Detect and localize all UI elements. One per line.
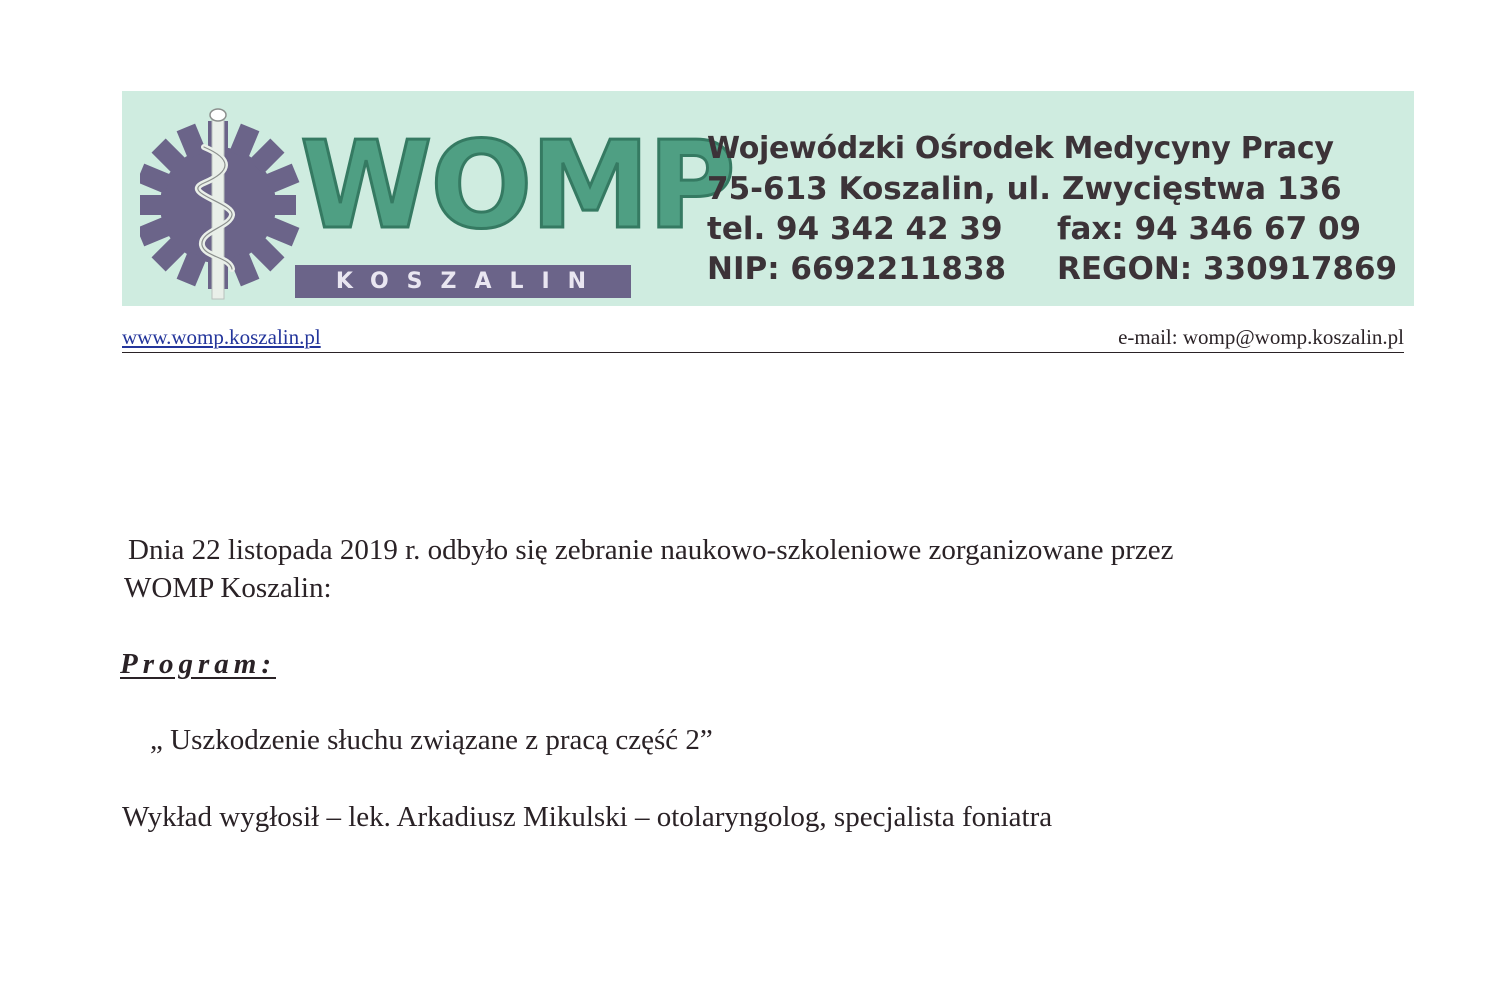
gear-staff-icon: [140, 107, 300, 302]
org-fax: fax: 94 346 67 09: [1057, 211, 1362, 247]
email-address: e-mail: womp@womp.koszalin.pl: [1118, 325, 1404, 349]
org-name: Wojewódzki Ośrodek Medycyny Pracy: [707, 131, 1334, 166]
org-phone-fax-row: [707, 209, 1407, 249]
logo-city-label: KOSZALIN: [335, 269, 605, 294]
lecture-title: „ Uszkodzenie słuchu związane z pracą część 2”: [150, 724, 713, 756]
org-nip: NIP: 6692211838: [707, 251, 1007, 287]
letterhead: [122, 91, 1414, 306]
womp-logo: [140, 107, 734, 302]
organization-info: [707, 129, 1407, 289]
website-link[interactable]: www.womp.koszalin.pl: [122, 325, 321, 349]
intro-line-2: WOMP Koszalin:: [124, 572, 332, 604]
logo-city-bar: [295, 265, 631, 298]
contact-row: [122, 322, 1404, 353]
org-address: 75-613 Koszalin, ul. Zwycięstwa 136: [707, 171, 1342, 207]
intro-line-1: Dnia 22 listopada 2019 r. odbyło się zebranie naukowo-szkoleniowe zorganizowane przez: [128, 534, 1174, 566]
speaker-line: Wykład wygłosił – lek. Arkadiusz Mikulski – otolaryngolog, specjalista foniatra: [122, 801, 1053, 833]
org-regon: REGON: 330917869: [1057, 251, 1398, 287]
logo-wordmark: WOMP: [300, 117, 734, 256]
program-heading: Program:: [120, 648, 276, 680]
org-nip-regon-row: [707, 249, 1407, 289]
org-phone: tel. 94 342 42 39: [707, 211, 1003, 247]
